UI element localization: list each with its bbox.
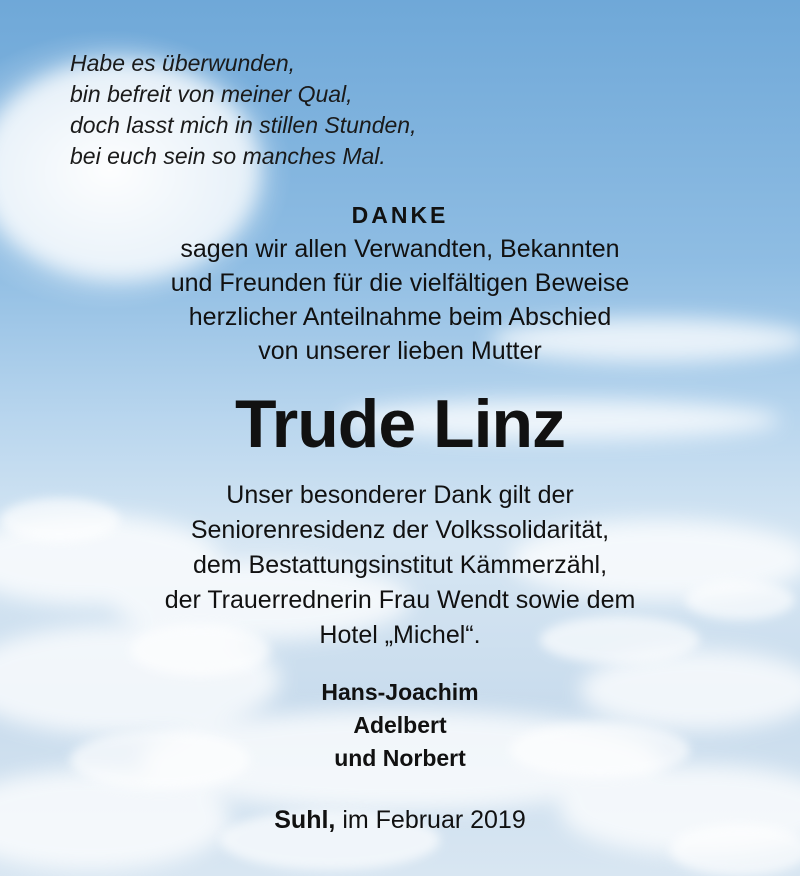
special-thanks-line: Unser besonderer Dank gilt der bbox=[226, 481, 574, 509]
signatory-name: und Norbert bbox=[334, 745, 466, 771]
verse-line: bei euch sein so manches Mal. bbox=[70, 143, 386, 169]
special-thanks-line: Seniorenresidenz der Volkssolidarität, bbox=[190, 516, 610, 544]
place: Suhl, bbox=[274, 806, 336, 834]
place-date-line bbox=[0, 803, 800, 837]
thanks-line: herzlicher Anteilnahme beim Abschied bbox=[188, 303, 612, 331]
special-thanks-text bbox=[0, 478, 800, 653]
special-thanks-line: Hotel „Michel“. bbox=[319, 621, 481, 649]
signatory-name: Hans-Joachim bbox=[321, 679, 479, 705]
verse-line: doch lasst mich in stillen Stunden, bbox=[70, 112, 417, 138]
special-thanks-line: dem Bestattungsinstitut Kämmerzähl, bbox=[192, 551, 608, 579]
thanks-line: und Freunden für die vielfältigen Beweise bbox=[170, 269, 630, 297]
thanks-line: von unserer lieben Mutter bbox=[258, 337, 542, 365]
deceased-name: Trude Linz bbox=[235, 386, 565, 462]
verse-line: Habe es überwunden, bbox=[70, 50, 296, 76]
thanks-heading: DANKE bbox=[351, 202, 449, 228]
thanks-text bbox=[0, 232, 800, 368]
signatories bbox=[0, 676, 800, 775]
thanks-line: sagen wir allen Verwandten, Bekannten bbox=[180, 235, 620, 263]
verse-line: bin befreit von meiner Qual, bbox=[70, 81, 353, 107]
poem-verse bbox=[70, 48, 416, 172]
date: im Februar 2019 bbox=[342, 806, 526, 834]
special-thanks-line: der Trauerrednerin Frau Wendt sowie dem bbox=[164, 586, 636, 614]
signatory-name: Adelbert bbox=[353, 712, 447, 738]
